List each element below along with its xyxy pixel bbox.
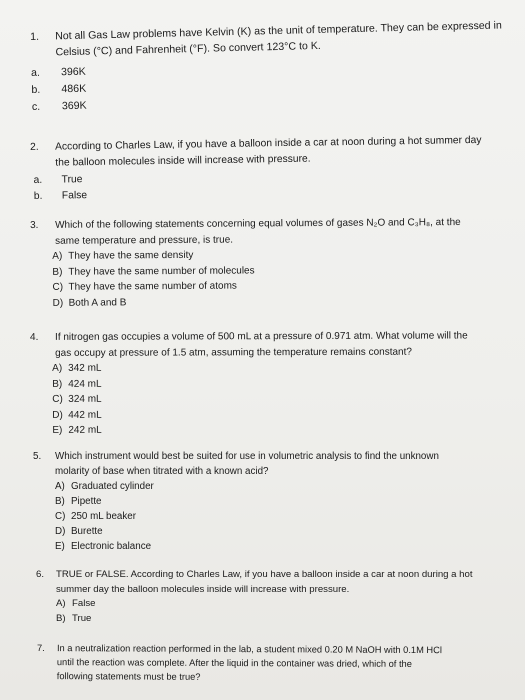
question-number: 4.	[30, 331, 39, 343]
question-stem	[57, 641, 442, 685]
answer-option[interactable]: E) Electronic balance	[55, 541, 152, 552]
question-number: 3.	[30, 219, 39, 231]
answer-option[interactable]: a. True	[33, 174, 83, 186]
question-stem	[55, 215, 461, 249]
question-stem	[55, 328, 468, 360]
question-4	[30, 328, 468, 438]
answer-option[interactable]: A) False	[56, 598, 96, 609]
question-number: 7.	[36, 643, 45, 654]
question-number: 5.	[33, 451, 42, 462]
answer-option[interactable]: A) Graduated cylinder	[55, 481, 154, 492]
answer-option[interactable]: c. 369K	[31, 99, 87, 113]
stem-line: gas occupy at pressure of 1.5 atm, assuming the temperature remains constant?	[55, 346, 412, 359]
answer-option[interactable]: B) Pipette	[55, 496, 102, 507]
question-1	[30, 18, 504, 116]
stem-line: following statements must be true?	[56, 671, 201, 682]
stem-line: Celsius (°C) and Fahrenheit (°F). So convert 123°C to K.	[55, 39, 321, 58]
answer-option[interactable]: B) They have the same number of molecules	[52, 264, 255, 278]
answer-option[interactable]: B) 424 mL	[52, 378, 102, 390]
answer-option[interactable]: b. 486K	[31, 82, 87, 96]
answer-option[interactable]: D) 442 mL	[52, 409, 102, 421]
answer-option[interactable]: B) True	[56, 612, 92, 624]
stem-line: molarity of base when titrated with a known acid?	[55, 466, 269, 477]
answer-option[interactable]: C) They have the same number of atoms	[52, 280, 237, 293]
question-5	[33, 449, 439, 554]
answer-option[interactable]: b. False	[33, 190, 88, 202]
stem-line: If nitrogen gas occupies a volume of 500 mL at a pressure of 0.971 atm. What volume will the	[55, 330, 468, 343]
answer-option[interactable]: a. 396K	[30, 65, 86, 79]
question-stem	[56, 568, 473, 597]
stem-line: until the reaction was complete. After the liquid in the container was dried, which of the	[56, 657, 412, 669]
answer-option[interactable]: D) Burette	[55, 526, 103, 537]
question-number: 1.	[30, 30, 40, 43]
answer-option[interactable]: C) 324 mL	[52, 393, 102, 405]
question-number: 2.	[30, 141, 39, 153]
answer-option[interactable]: E) 242 mL	[52, 424, 102, 436]
stem-line: the balloon molecules inside will increase with pressure.	[55, 153, 311, 169]
question-stem	[55, 449, 439, 479]
stem-line: In a neutralization reaction performed in the lab, a student mixed 0.20 M NaOH with 0.1M HCl	[56, 643, 442, 656]
stem-line: According to Charles Law, if you have a balloon inside a car at noon during a hot summer day	[55, 134, 482, 153]
question-6	[36, 568, 473, 626]
question-2	[30, 133, 482, 205]
stem-line: Which of the following statements concerning equal volumes of gases N₂O and C₃H₈, at the	[55, 216, 461, 231]
answer-option[interactable]: D) Both A and B	[52, 296, 127, 309]
question-7	[37, 641, 442, 685]
stem-line: same temperature and pressure, is true.	[55, 234, 234, 247]
question-stem	[55, 133, 482, 171]
answer-option[interactable]: A) They have the same density	[52, 249, 194, 262]
stem-line: summer day the balloon molecules inside will increase with pressure.	[56, 583, 350, 595]
question-3	[30, 215, 461, 311]
question-number: 6.	[36, 569, 45, 580]
stem-line: TRUE or FALSE. According to Charles Law, if you have a balloon inside a car at noon during a hot	[56, 569, 473, 580]
stem-line: Not all Gas Law problems have Kelvin (K) as the unit of temperature. They can be expressed in	[55, 19, 502, 43]
stem-line: Which instrument would best be suited for use in volumetric analysis to find the unknown	[55, 451, 439, 462]
answer-option[interactable]: A) 342 mL	[52, 362, 102, 374]
answer-option[interactable]: C) 250 mL beaker	[55, 511, 136, 522]
